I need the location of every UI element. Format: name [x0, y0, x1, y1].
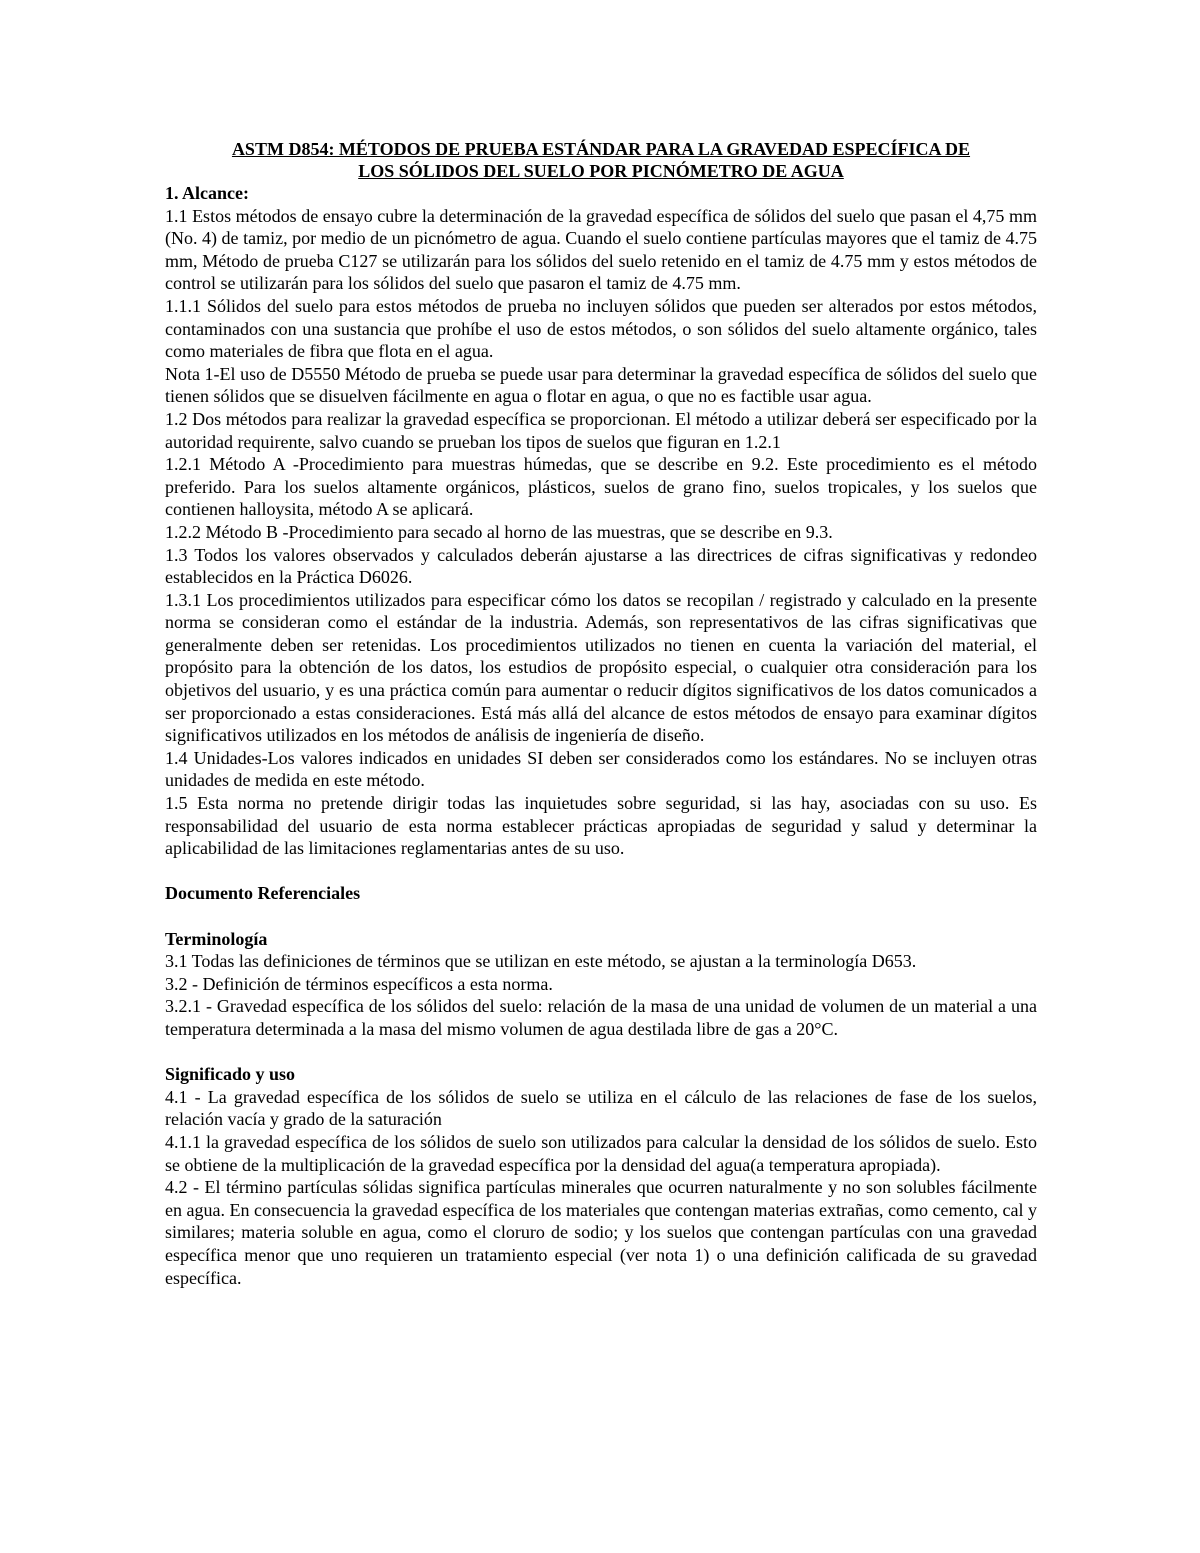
- spacer: [165, 860, 1037, 883]
- document-title-line-1: ASTM D854: MÉTODOS DE PRUEBA ESTÁNDAR PARA LA GRAVEDAD ESPECÍFICA DE: [231, 139, 971, 159]
- paragraph-3-1: 3.1 Todas las definiciones de términos que se utilizan en este método, se ajustan a la terminología D653.: [165, 951, 917, 972]
- terminology-heading: Terminología: [165, 928, 268, 949]
- note-1: Nota 1-El uso de D5550 Método de prueba se puede usar para determinar la gravedad específica de sólidos del suelo que tienen sólidos que se disuelven fácilmente en agua o flotar en agua, o que no es factible usar agua.: [165, 363, 1037, 407]
- paragraph-1-5: 1.5 Esta norma no pretende dirigir todas las inquietudes sobre seguridad, si las hay, asociadas con su uso. Es responsabilidad del usuario de esta norma establecer prácticas apropiadas de seguridad y salud y determinar la aplicabilidad de las limitaciones reglamentarias antes de su uso.: [165, 793, 1037, 859]
- paragraph-1-2-2: 1.2.2 Método B -Procedimiento para secado al horno de las muestras, que se describe en 9.3.: [165, 521, 833, 542]
- paragraph-4-2: 4.2 - El término partículas sólidas significa partículas minerales que ocurren naturalmente y no son solubles fácilmente en agua. En consecuencia la gravedad específica de los materiales que contengan materias extrañas, como cemento, cal y similares; materia soluble en agua, como el cloruro de sodio; y los suelos que contengan partículas con una gravedad específica menor que uno requieren un tratamiento especial (ver nota 1) o una definición calificada de su gravedad específica.: [165, 1177, 1037, 1288]
- document-page: [165, 138, 1037, 1289]
- document-title-line-2: LOS SÓLIDOS DEL SUELO POR PICNÓMETRO DE AGUA: [358, 161, 844, 181]
- spacer: [165, 905, 1037, 928]
- paragraph-1-3: 1.3 Todos los valores observados y calculados deberán ajustarse a las directrices de cifras significativas y redondeo establecidos en la Práctica D6026.: [165, 544, 1037, 588]
- paragraph-3-2-1: 3.2.1 - Gravedad específica de los sólidos del suelo: relación de la masa de una unidad de volumen de un material a una temperatura determinada a la masa del mismo volumen de agua destilada libre de gas a 20°C.: [165, 996, 1037, 1039]
- paragraph-1-2: 1.2 Dos métodos para realizar la gravedad específica se proporcionan. El método a utilizar deberá ser especificado por la autoridad requirente, salvo cuando se prueban los tipos de suelos que figuran en 1.2.1: [165, 408, 1037, 452]
- paragraph-1-4: 1.4 Unidades-Los valores indicados en unidades SI deben ser considerados como los estándares. No se incluyen otras unidades de medida en este método.: [165, 747, 1037, 791]
- paragraph-1-3-1: 1.3.1 Los procedimientos utilizados para especificar cómo los datos se recopilan / registrado y calculado en la presente norma se consideran como el estándar de la industria. Además, son representativos de las cifras significativas que generalmente deben ser retenidas. Los procedimientos utilizados no tienen en cuenta la variación del material, el propósito para la obtención de los datos, los estudios de propósito especial, o cualquier otra consideración para los objetivos del usuario, y es una práctica común para aumentar o reducir dígitos significativos de los datos comunicados a ser proporcionado a estas consideraciones. Está más allá del alcance de estos métodos de ensayo para examinar dígitos significativos utilizados en los métodos de análisis de ingeniería de diseño.: [165, 589, 1037, 746]
- paragraph-1-1: 1.1 Estos métodos de ensayo cubre la determinación de la gravedad específica de sólidos del suelo que pasan el 4,75 mm (No. 4) de tamiz, por medio de un picnómetro de agua. Cuando el suelo contiene partículas mayores que el tamiz de 4.75 mm, Método de prueba C127 se utilizarán para los sólidos del suelo retenido en el tamiz de 4.75 mm y estos métodos de control se utilizarán para los sólidos del suelo que pasaron el tamiz de 4.75 mm.: [165, 205, 1037, 294]
- spacer: [165, 1041, 1037, 1064]
- scope-heading: 1. Alcance:: [165, 183, 249, 203]
- references-heading: Documento Referenciales: [165, 883, 361, 904]
- paragraph-4-1: 4.1 - La gravedad específica de los sólidos de suelo se utiliza en el cálculo de las relaciones de fase de los suelos, relación vacía y grado de la saturación: [165, 1086, 1037, 1130]
- paragraph-4-1-1: 4.1.1 la gravedad específica de los sólidos de suelo son utilizados para calcular la densidad de los sólidos de suelo. Esto se obtiene de la multiplicación de la gravedad específica por la densidad del agua(a temperatura apropiada).: [165, 1131, 1037, 1175]
- paragraph-1-1-1: 1.1.1 Sólidos del suelo para estos métodos de prueba no incluyen sólidos que pueden ser alterados por estos métodos, contaminados con una sustancia que prohíbe el uso de estos métodos, o son sólidos del suelo altamente orgánico, tales como materiales de fibra que flota en el agua.: [165, 295, 1037, 362]
- paragraph-1-2-1: 1.2.1 Método A -Procedimiento para muestras húmedas, que se describe en 9.2. Este procedimiento es el método preferido. Para los suelos altamente orgánicos, plásticos, suelos de grano fino, suelos tropicales, y los suelos que contienen halloysita, método A se aplicará.: [165, 454, 1037, 520]
- paragraph-3-2: 3.2 - Definición de términos específicos a esta norma.: [165, 973, 553, 994]
- significance-heading: Significado y uso: [165, 1064, 296, 1085]
